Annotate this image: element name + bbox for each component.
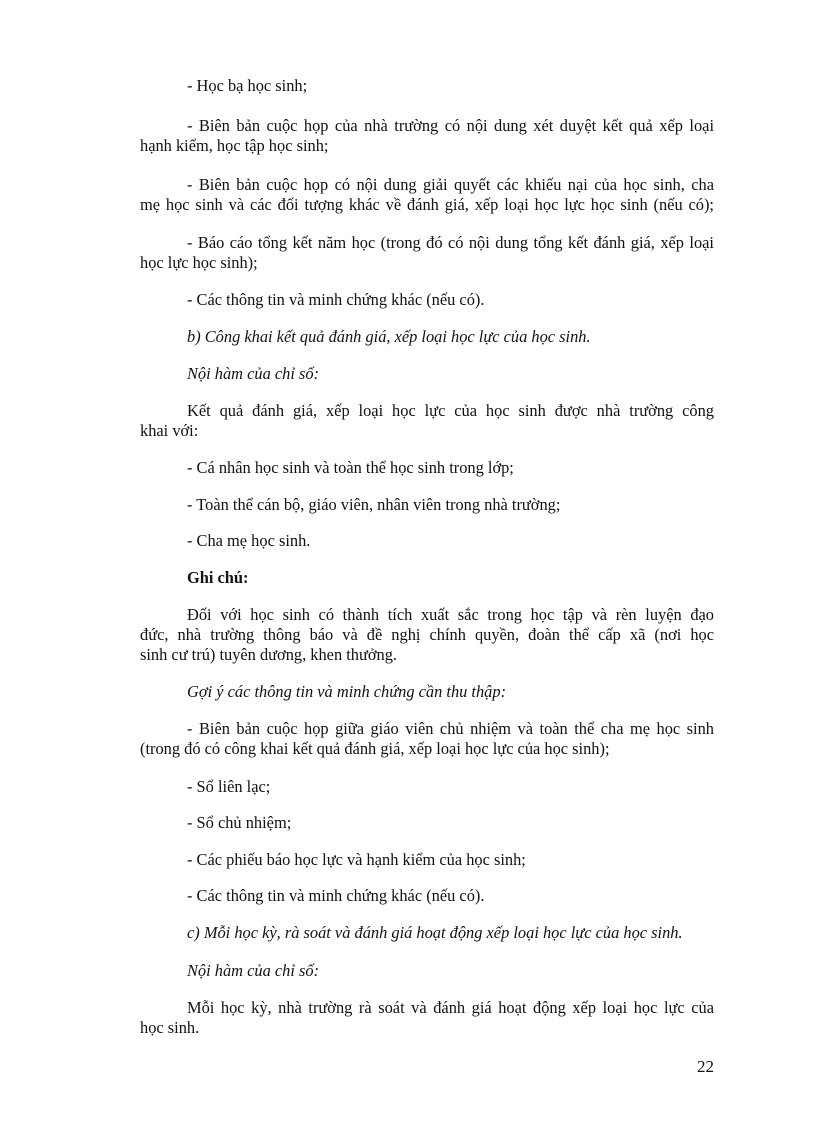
text-line: - Báo cáo tổng kết năm học (trong đó có nội dung tổng kết đánh giá, xếp loại [187,233,714,252]
text-line: Mỗi học kỳ, nhà trường rà soát và đánh giá hoạt động xếp loại học lực của [187,998,714,1017]
text-line: - Các thông tin và minh chứng khác (nếu có). [187,886,485,905]
text-line: - Sổ chủ nhiệm; [187,813,292,832]
text-line: - Các thông tin và minh chứng khác (nếu có). [187,290,485,309]
text-line: học sinh. [140,1018,200,1037]
text-line: - Sổ liên lạc; [187,777,271,796]
subheading-noi-ham: Nội hàm của chỉ số: [187,961,320,980]
subheading-goi-y: Gợi ý các thông tin và minh chứng cần thu thập: [187,682,507,701]
text-line: sinh cư trú) tuyên dương, khen thưởng. [140,645,398,664]
text-line: mẹ học sinh và các đối tượng khác về đánh giá, xếp loại học lực học sinh (nếu có); [140,195,714,214]
text-line: Đối với học sinh có thành tích xuất sắc trong học tập và rèn luyện đạo [187,605,714,624]
note-heading: Ghi chú: [187,568,249,587]
text-line: - Học bạ học sinh; [187,76,308,95]
text-line: - Các phiếu báo học lực và hạnh kiểm của học sinh; [187,850,526,869]
text-line: học lực học sinh); [140,253,258,272]
text-line: Kết quả đánh giá, xếp loại học lực của học sinh được nhà trường công [187,401,714,420]
text-line: - Biên bản cuộc họp có nội dung giải quyết các khiếu nại của học sinh, cha [187,175,714,194]
text-line: - Cha mẹ học sinh. [187,531,311,550]
text-line: - Cá nhân học sinh và toàn thể học sinh trong lớp; [187,458,514,477]
section-heading-c: c) Mỗi học kỳ, rà soát và đánh giá hoạt động xếp loại học lực của học sinh. [187,923,683,942]
text-line: - Biên bản cuộc họp của nhà trường có nội dung xét duyệt kết quả xếp loại [187,116,714,135]
page-number: 22 [697,1057,714,1076]
text-line: hạnh kiểm, học tập học sinh; [140,136,329,155]
text-line: - Biên bản cuộc họp giữa giáo viên chủ nhiệm và toàn thể cha mẹ học sinh [187,719,714,738]
section-heading-b: b) Công khai kết quả đánh giá, xếp loại học lực của học sinh. [187,327,591,346]
text-line: (trong đó có công khai kết quả đánh giá, xếp loại học lực của học sinh); [140,739,610,758]
text-line: khai với: [140,421,199,440]
text-line: - Toàn thể cán bộ, giáo viên, nhân viên trong nhà trường; [187,495,561,514]
subheading-noi-ham: Nội hàm của chỉ số: [187,364,320,383]
text-line: đức, nhà trường thông báo và đề nghị chính quyền, đoàn thể cấp xã (nơi học [140,625,714,644]
